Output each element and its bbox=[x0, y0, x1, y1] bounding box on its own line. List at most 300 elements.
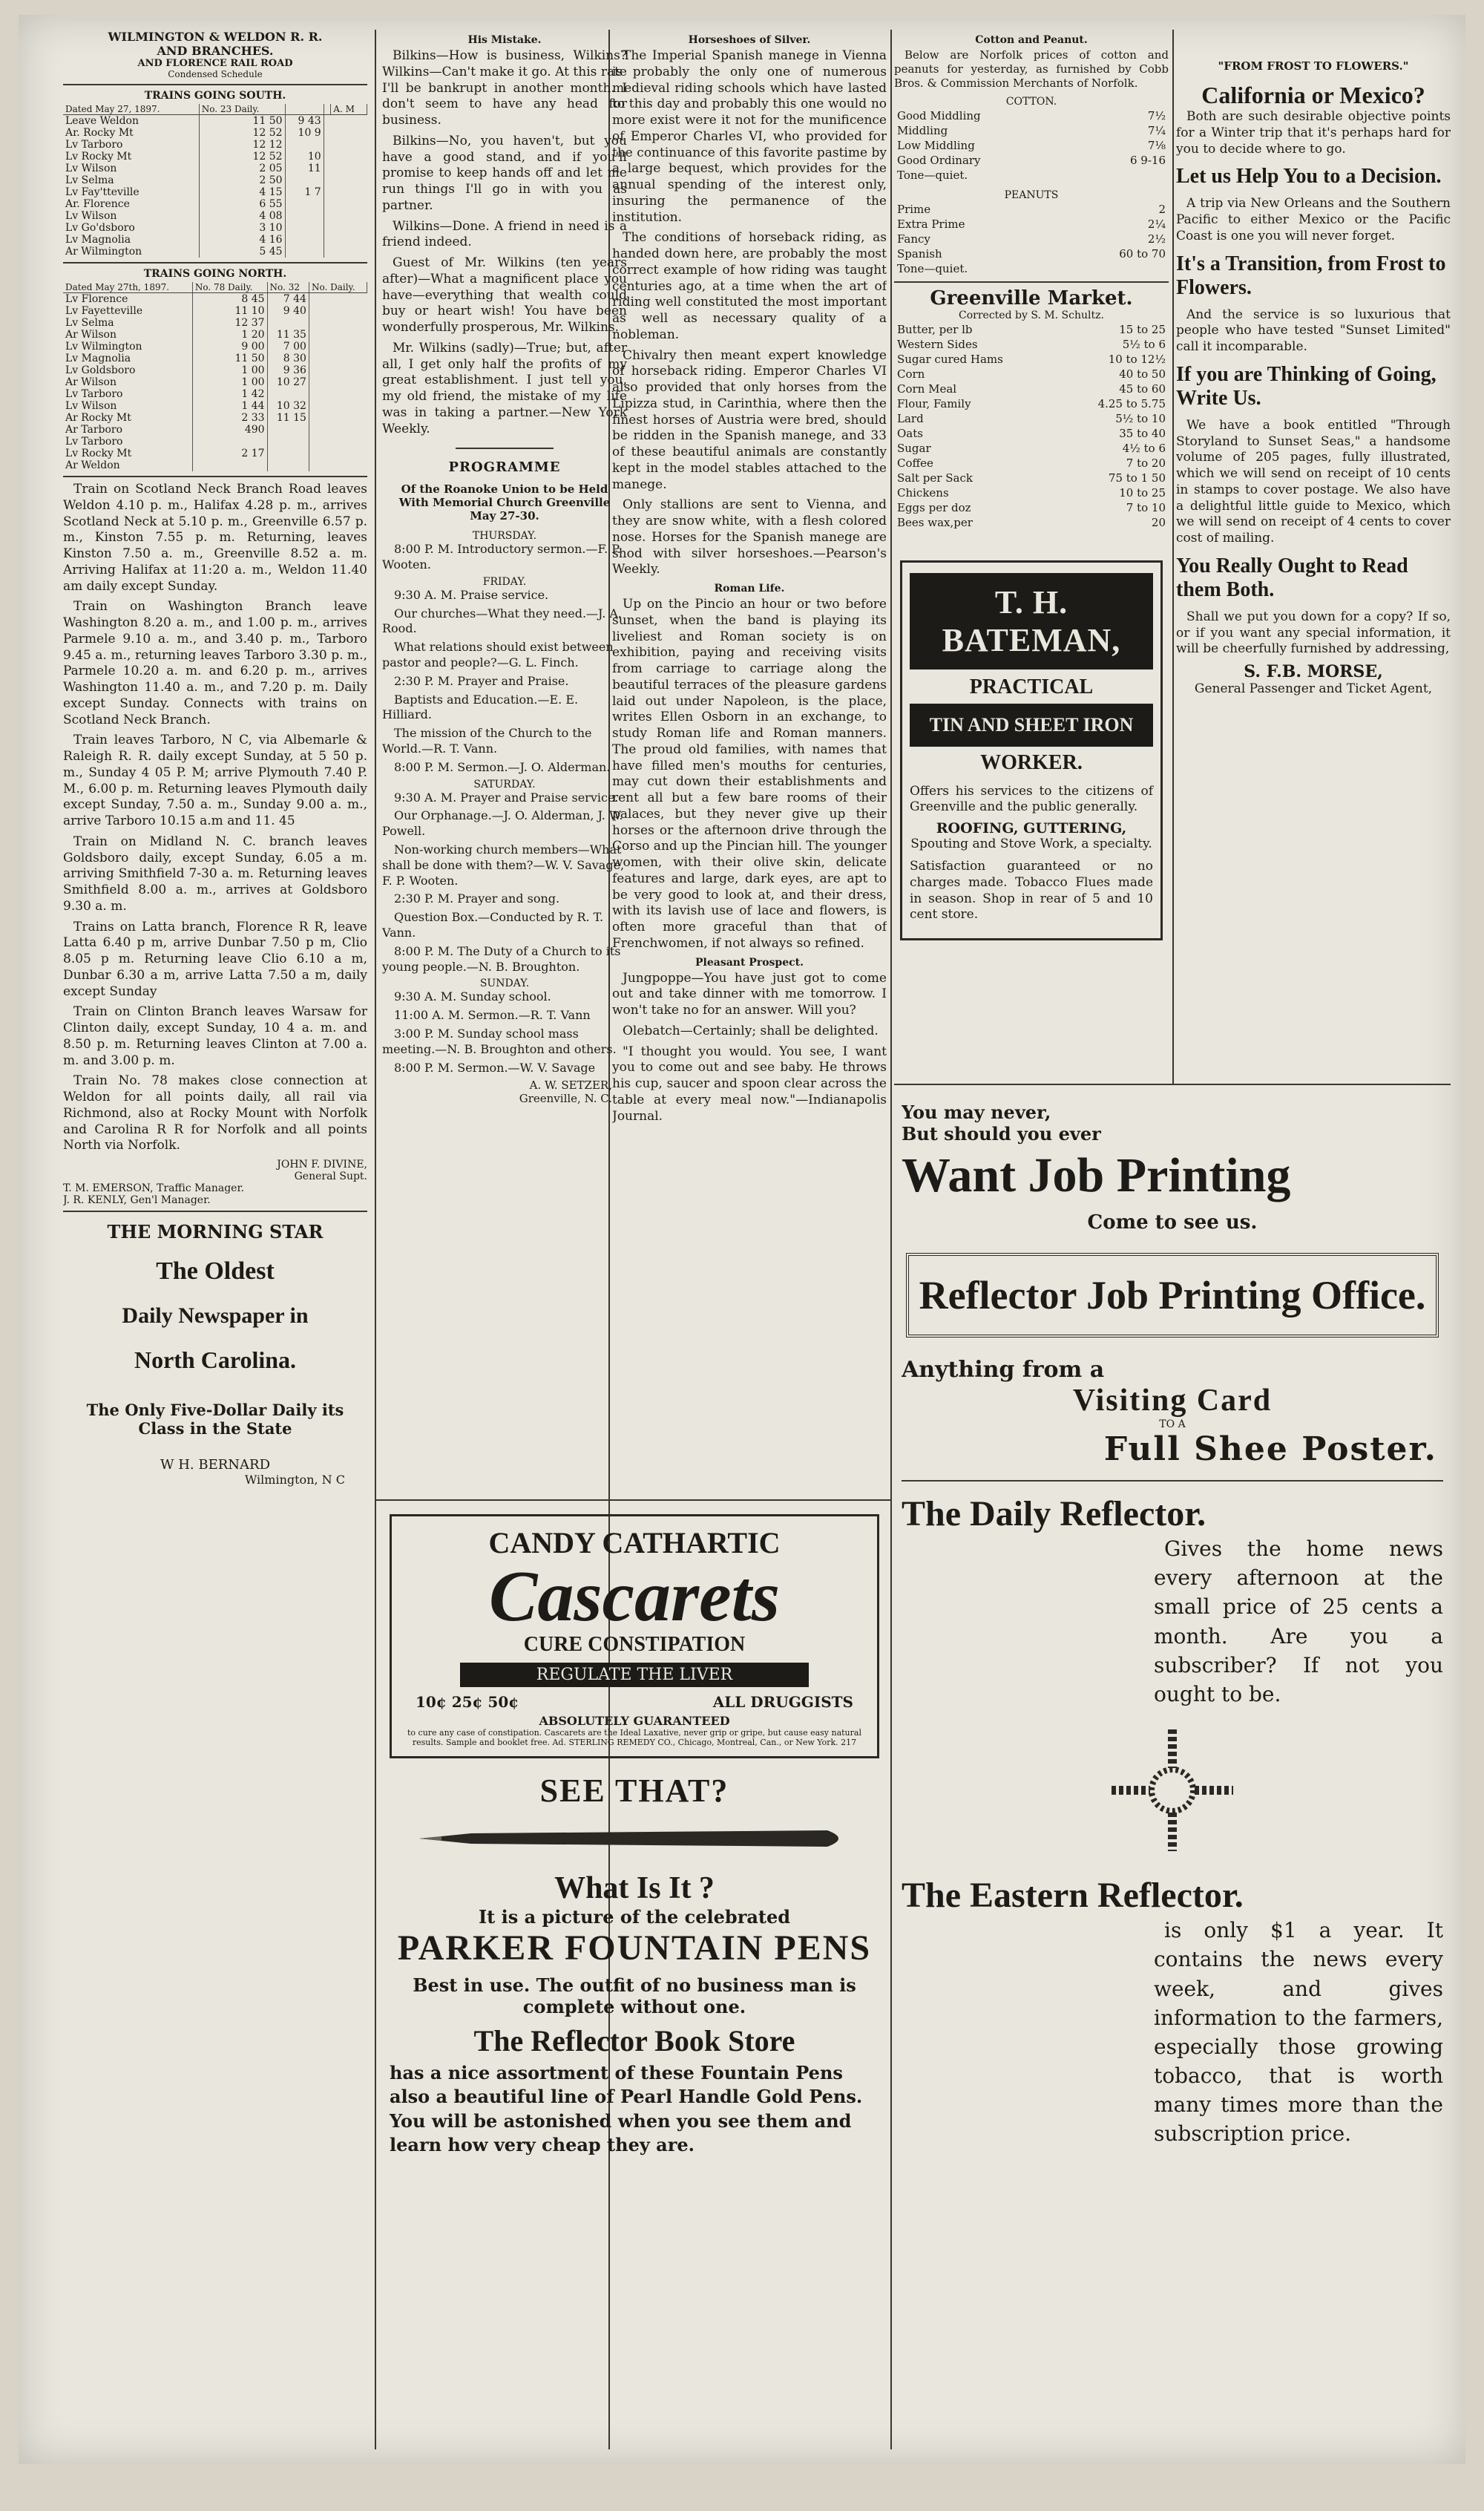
table-row bbox=[896, 109, 1167, 122]
table-cell: 2½ bbox=[1147, 232, 1166, 246]
table-row bbox=[896, 247, 1167, 261]
table-cell: 2 17 bbox=[192, 448, 267, 459]
table-cell: Oats bbox=[897, 426, 923, 440]
table-cell: 9 43 bbox=[285, 115, 324, 128]
programme-sub-line: With Memorial Church Greenville bbox=[398, 496, 611, 510]
peanut-table bbox=[894, 201, 1169, 277]
signer-name: A. W. SETZER, bbox=[529, 1078, 612, 1093]
table-row bbox=[896, 471, 1167, 485]
programme bbox=[382, 530, 627, 1105]
divider bbox=[375, 1499, 890, 1501]
table-row bbox=[896, 232, 1167, 246]
table-cell: 9 40 bbox=[267, 305, 309, 317]
market-title: Cotton and Peanut. bbox=[975, 34, 1088, 46]
table-row bbox=[896, 323, 1167, 336]
table-cell: Leave Weldon bbox=[63, 115, 199, 128]
cotton-table bbox=[894, 108, 1169, 183]
table-row bbox=[896, 486, 1167, 500]
table-cell: 7½ bbox=[1147, 108, 1166, 122]
railroad-column bbox=[63, 30, 367, 2449]
table-cell: 1 00 bbox=[192, 364, 267, 376]
table-cell bbox=[192, 436, 267, 448]
cascarets-druggists: ALL DRUGGISTS bbox=[712, 1693, 853, 1711]
branch-notice: Train leaves Tarboro, N C, via Albemarle & Raleigh R. R. daily except Sunday, at 5 50 p. m., Sunday 4 05 P. M; arrive Plymouth 7.40 P. M., 6.00 p. m. Returning leaves Plymouth daily except Sunday, 7.50 a. m., Sunday 9.00 a. m., arrive Tarboro 10.15 a.m and 11. 45 bbox=[63, 733, 367, 828]
officers bbox=[63, 1159, 367, 1206]
table-row bbox=[896, 338, 1167, 351]
table-cell: Chickens bbox=[897, 485, 949, 500]
bateman-ad bbox=[900, 560, 1163, 941]
eastern-title: The Eastern Reflector. bbox=[902, 1876, 1244, 1916]
morning-star-ad bbox=[63, 1221, 367, 1487]
mistake-paragraph: Wilkins—Done. A friend in need is a friend indeed. bbox=[382, 218, 627, 250]
cross-ornament-icon bbox=[1106, 1723, 1239, 1857]
table-cell: 35 to 40 bbox=[1119, 426, 1166, 440]
programme-item: 8:00 P. M. The Duty of a Church to its young people.—N. B. Broughton. bbox=[382, 943, 621, 974]
shall-text: Shall we put you down for a copy? If so, or if you want any special information, it will be cheerfully furnished by addressing, bbox=[1176, 609, 1451, 657]
table-cell: 10 9 bbox=[285, 127, 324, 139]
table-row bbox=[896, 262, 1167, 275]
morse-name: S. F.B. MORSE, bbox=[1244, 662, 1383, 681]
come-line: Come to see us. bbox=[1087, 1211, 1258, 1234]
roman-paragraph: Up on the Pincio an hour or two before sunset, when the band is playing its liveliest and Roman society is on exhibition, paying and receiving visits from carriage to carriage along the beautiful terraces of the pleasure gardens laid out under Napoleon, is the place, writes Ellen Osborn in an exchange, to study Roman life and Roman manners. The proud old families, with names that have filled men's mouths for centuries, may cut down their establishments and rent all but a few bare rooms of their palaces, but they never give up their horses or the afternoon drive through the Corso and up the Pincian hill. The younger women, with their olive skin, delicate features and large, dark eyes, are apt to be very good to look at, and their dress, with its lavish use of lace and flowers, is often more graceful than that of Frenchwomen, if not always so refined. bbox=[612, 597, 887, 951]
bateman-banner bbox=[910, 573, 1153, 670]
day-heading: THURSDAY. bbox=[472, 530, 537, 543]
divider bbox=[63, 1211, 367, 1212]
what-is-it: What Is It ? bbox=[554, 1871, 715, 1905]
table-cell: 7 to 20 bbox=[1126, 456, 1166, 470]
table-row bbox=[63, 198, 367, 210]
cascarets-cure: CURE CONSTIPATION bbox=[523, 1633, 746, 1656]
th-col bbox=[285, 104, 324, 115]
greenville-table bbox=[894, 321, 1169, 531]
pleasant-paragraph: "I thought you would. You see, I want you to come out and see baby. He throws his cup, saucer and spoon clear across the table at every meal now."—Indianapolis Journal. bbox=[612, 1044, 887, 1124]
branch-notice: Train on Clinton Branch leaves Warsaw for Clinton daily, except Sunday, 10 4 a. m. and 8.50 p. m. Returning leaves Clinton at 7.00 a. m. and 3.00 p. m. bbox=[63, 1004, 367, 1068]
table-row bbox=[63, 222, 367, 234]
table-cell: Lard bbox=[897, 411, 924, 425]
table-cell: Ar Tarboro bbox=[63, 424, 192, 436]
table-cell: Ar. Rocky Mt bbox=[63, 127, 199, 139]
daily-title: The Daily Reflector. bbox=[902, 1494, 1206, 1533]
table-cell: 40 to 50 bbox=[1119, 367, 1166, 381]
market-column bbox=[894, 30, 1169, 1084]
table-cell: Lv Goldsboro bbox=[63, 364, 192, 376]
table-cell: 2 05 bbox=[199, 163, 285, 174]
table-cell: Bees wax,per bbox=[897, 515, 973, 529]
table-cell: 7 44 bbox=[267, 293, 309, 306]
table-cell bbox=[1059, 262, 1168, 275]
book-store-heading: The Reflector Book Store bbox=[473, 2024, 795, 2057]
th-date: Dated May 27, 1897. bbox=[63, 104, 199, 115]
th-col: No. 78 Daily. bbox=[192, 282, 267, 293]
table-row bbox=[63, 388, 367, 400]
table-cell bbox=[267, 436, 309, 448]
book-store-body: has a nice assortment of these Fountain Pens also a beautiful line of Pearl Handle Gold Pens. You will be astonished when you see them and learn how very cheap they are. bbox=[390, 2062, 863, 2156]
cascarets-name: Cascarets bbox=[489, 1556, 780, 1637]
table-cell: 5½ to 10 bbox=[1115, 411, 1166, 425]
sunday-items bbox=[382, 989, 627, 1076]
table-cell: Ar Wilson bbox=[63, 329, 192, 341]
table-cell: Spanish bbox=[897, 246, 942, 261]
star-line: Daily Newspaper in bbox=[122, 1303, 309, 1328]
table-cell: 1 00 bbox=[192, 376, 267, 388]
table-cell: 10 to 12½ bbox=[1108, 352, 1166, 366]
table-cell: Corn Meal bbox=[897, 382, 957, 396]
divider bbox=[894, 281, 1169, 283]
programme-item: 9:30 A. M. Prayer and Praise service. bbox=[394, 790, 619, 805]
programme-item: 9:30 A. M. Praise service. bbox=[394, 587, 549, 602]
north-timetable bbox=[63, 282, 367, 471]
programme-sub-line: May 27-30. bbox=[470, 509, 539, 523]
bateman-line: TIN AND SHEET IRON bbox=[910, 704, 1153, 747]
divider bbox=[63, 262, 367, 263]
programme-item: 8:00 P. M. Sermon.—W. V. Savage bbox=[394, 1060, 596, 1075]
table-cell: Ar. Florence bbox=[63, 198, 199, 210]
table-row bbox=[896, 397, 1167, 410]
table-cell: 10 to 25 bbox=[1119, 485, 1166, 500]
pleasant-story bbox=[612, 971, 887, 1125]
column-rule bbox=[890, 30, 892, 2449]
table-cell: 12 52 bbox=[199, 127, 285, 139]
table-cell: 1 42 bbox=[192, 388, 267, 400]
table-cell: Coffee bbox=[897, 456, 933, 470]
table-cell: Lv Wilson bbox=[63, 400, 192, 412]
mistake-paragraph: Bilkins—How is business, Wilkins? Wilkins—Can't make it go. At this rate I'll be bankrupt in another month. I don't seem to have any head for business. bbox=[382, 48, 627, 128]
star-sig: Wilmington, N C bbox=[244, 1473, 345, 1487]
table-cell: 6 9-16 bbox=[1129, 153, 1166, 167]
transition-heading: It's a Transition, from Frost to Flowers. bbox=[1176, 252, 1446, 299]
horseshoe-paragraph: Chivalry then meant expert knowledge of horseback riding. Emperor Charles VI also provided that only horses from the Lipizza stud, in Carinthia, where then the finest horses of Austria were bred, should be ridden in the Spanish manege, and 33 of these beautiful animals are constantly kept in the model stables attached to the manege. bbox=[612, 347, 887, 492]
table-row bbox=[896, 501, 1167, 514]
timetable-head bbox=[63, 282, 367, 293]
picture-line: It is a picture of the celebrated bbox=[478, 1906, 791, 1928]
service-text: And the service is so luxurious that people who have tested "Sunset Limited" call it incomparable. bbox=[1176, 307, 1451, 354]
th-date: Dated May 27th, 1897. bbox=[63, 282, 192, 293]
table-cell bbox=[285, 174, 324, 186]
table-cell: Lv Selma bbox=[63, 317, 192, 329]
pleasant-paragraph: Jungpoppe—You have just got to come out and take dinner with me tomorrow. I won't take no for an answer. Will you? bbox=[612, 970, 887, 1018]
table-row bbox=[63, 246, 367, 258]
table-cell: 11 15 bbox=[267, 412, 309, 424]
column-rule bbox=[1172, 30, 1174, 1084]
table-cell: 60 to 70 bbox=[1119, 246, 1166, 261]
fountain-pen-icon bbox=[412, 1820, 857, 1857]
poster-line: Full Shee Poster. bbox=[1103, 1430, 1437, 1468]
friday-items bbox=[382, 588, 627, 776]
table-row bbox=[63, 115, 367, 128]
programme-item: 8:00 P. M. Sermon.—J. O. Alderman. bbox=[394, 759, 611, 774]
frost-line: "FROM FROST TO FLOWERS." bbox=[1218, 59, 1409, 73]
peanut-heading: PEANUTS bbox=[1004, 189, 1059, 201]
table-cell bbox=[285, 234, 324, 246]
greenville-title: Greenville Market. bbox=[930, 287, 1133, 310]
th-col bbox=[324, 104, 331, 115]
saturday-items bbox=[382, 790, 627, 975]
office-box bbox=[906, 1253, 1439, 1338]
table-cell: 11 35 bbox=[267, 329, 309, 341]
table-row bbox=[896, 203, 1167, 216]
table-cell: Lv Wilson bbox=[63, 210, 199, 222]
ought-heading: You Really Ought to Read them Both. bbox=[1176, 554, 1408, 601]
table-cell: 4 16 bbox=[199, 234, 285, 246]
mistake-story bbox=[382, 48, 627, 437]
never-line: But should you ever bbox=[902, 1123, 1101, 1145]
divider bbox=[63, 476, 367, 477]
office-heading: Reflector Job Printing Office. bbox=[919, 1273, 1426, 1317]
table-row bbox=[63, 163, 367, 174]
table-row bbox=[63, 364, 367, 376]
mistake-title: His Mistake. bbox=[467, 34, 542, 46]
table-row bbox=[63, 210, 367, 222]
table-cell bbox=[285, 198, 324, 210]
day-heading: SUNDAY. bbox=[479, 978, 530, 990]
table-cell: Lv Magnolia bbox=[63, 234, 199, 246]
visiting-card: Visiting Card bbox=[1072, 1384, 1273, 1418]
best-line: Best in use. The outfit of no business man is complete without one. bbox=[413, 1974, 856, 2017]
table-cell: 5½ to 6 bbox=[1122, 337, 1166, 351]
table-row bbox=[896, 353, 1167, 366]
table-cell bbox=[285, 246, 324, 258]
programme-sub-line: Of the Roanoke Union to be Held bbox=[401, 482, 608, 497]
newspaper-page bbox=[19, 15, 1465, 2464]
divider bbox=[902, 1480, 1443, 1482]
book-text: We have a book entitled "Through Storyland to Sunset Seas," a handsome volume of 205 pages, fully illustrated, which we will send on receipt of 10 cents in stamps to cover postage. We also have a delightful little guide to Mexico, which we will send on receipt of 4 cents to cover cost of mailing. bbox=[1176, 417, 1451, 546]
table-cell: 7¼ bbox=[1147, 123, 1166, 137]
table-cell: Flour, Family bbox=[897, 396, 971, 410]
table-cell: Sugar bbox=[897, 441, 931, 455]
table-cell: Ar Wilmington bbox=[63, 246, 199, 258]
both-text: Both are such desirable objective points for a Winter trip that it's perhaps hard for you to decide where to go. bbox=[1176, 109, 1451, 157]
pen-illustration bbox=[382, 1820, 887, 1860]
table-row bbox=[896, 456, 1167, 470]
table-cell: 4 15 bbox=[199, 186, 285, 198]
programme-item: Our churches—What they need.—J. A. Rood. bbox=[382, 606, 623, 636]
table-row bbox=[63, 305, 367, 317]
table-row bbox=[63, 353, 367, 364]
cascarets-fine: to cure any case of constipation. Cascarets are the Ideal Laxative, never grip or gripe, but cause easy natural results. Sample and booklet free. Ad. STERLING REMEDY CO., Chicago, Montreal, Can., or New York. 217 bbox=[407, 1728, 861, 1747]
table-row bbox=[896, 139, 1167, 152]
table-row bbox=[896, 516, 1167, 529]
trip-text: A trip via New Orleans and the Southern Pacific to either Mexico or the Pacific Coast is one you will never forget. bbox=[1176, 196, 1451, 243]
railroad-branches: AND BRANCHES. bbox=[157, 44, 274, 58]
table-cell: Good Middling bbox=[897, 108, 981, 122]
morse-title: General Passenger and Ticket Agent, bbox=[1194, 681, 1433, 696]
table-row bbox=[896, 442, 1167, 455]
day-heading: SATURDAY. bbox=[473, 778, 536, 790]
programme-item: 3:00 P. M. Sunday school mass meeting.—N. B. Broughton and others. bbox=[382, 1026, 617, 1056]
table-cell: 75 to 1 50 bbox=[1108, 471, 1166, 485]
th-col: No. Daily. bbox=[309, 282, 367, 293]
programme-item: Non-working church members—What shall be done with them?—W. V. Savage, F. P. Wooten. bbox=[382, 842, 625, 888]
table-cell: Fancy bbox=[897, 232, 930, 246]
table-row bbox=[896, 217, 1167, 231]
table-cell: Lv Selma bbox=[63, 174, 199, 186]
table-cell: 2¼ bbox=[1147, 217, 1166, 231]
table-row bbox=[896, 124, 1167, 137]
table-cell: Sugar cured Hams bbox=[897, 352, 1003, 366]
pleasant-paragraph: Olebatch—Certainly; shall be delighted. bbox=[623, 1023, 879, 1038]
cascarets-guarantee: ABSOLUTELY GUARANTEED bbox=[539, 1714, 730, 1728]
table-row bbox=[896, 382, 1167, 396]
table-row bbox=[63, 459, 367, 471]
south-title: TRAINS GOING SOUTH. bbox=[144, 90, 286, 102]
table-row bbox=[63, 234, 367, 246]
table-cell: 12 52 bbox=[199, 151, 285, 163]
table-cell: 7⅛ bbox=[1147, 138, 1166, 152]
to-a: TO A bbox=[1159, 1418, 1186, 1430]
table-cell: 9 00 bbox=[192, 341, 267, 353]
table-cell: Butter, per lb bbox=[897, 322, 973, 336]
divider bbox=[456, 448, 554, 449]
table-cell: Low Middling bbox=[897, 138, 975, 152]
table-cell: 4½ to 6 bbox=[1122, 441, 1166, 455]
california-heading: California or Mexico? bbox=[1201, 82, 1425, 108]
horseshoe-paragraph: The Imperial Spanish manege in Vienna is probably the only one of numerous medieval riding schools which have lasted to this day and probably this one would no more exist were it not for the munificence of Emperor Charles VI, who provided for the continuance of this favorite pastime by a large bequest, which provides for the annual spending of the interest only, insuring the permanence of the institution. bbox=[612, 48, 887, 225]
programme-sub bbox=[382, 482, 627, 523]
table-cell: 10 32 bbox=[267, 400, 309, 412]
table-cell: Tone—quiet. bbox=[897, 168, 968, 182]
table-cell: 11 10 bbox=[192, 305, 267, 317]
horseshoe-story bbox=[612, 48, 887, 578]
programme-item: The mission of the Church to the World.—R. T. Vann. bbox=[382, 726, 592, 756]
table-cell bbox=[267, 317, 309, 329]
mistake-paragraph: Guest of Mr. Wilkins (ten years after)—What a magnificent place you have—everything that wealth could buy or heart wish! You have been wonderfully prosperous, Mr. Wilkins. bbox=[382, 255, 627, 335]
roman-story bbox=[612, 597, 887, 952]
table-row bbox=[63, 127, 367, 139]
programme-item: Our Orphanage.—J. O. Alderman, J. W. Powell. bbox=[382, 808, 623, 839]
railroad-title bbox=[63, 30, 367, 79]
thinking-heading: If you are Thinking of Going, Write Us. bbox=[1176, 362, 1437, 410]
signer-place: Greenville, N. C. bbox=[519, 1092, 612, 1106]
table-row bbox=[63, 293, 367, 306]
table-cell: 6 55 bbox=[199, 198, 285, 210]
table-cell: 2 bbox=[1158, 202, 1166, 216]
programme-item: 11:00 A. M. Sermon.—R. T. Vann bbox=[394, 1008, 591, 1023]
table-cell: Lv Go'dsboro bbox=[63, 222, 199, 234]
table-cell bbox=[285, 139, 324, 151]
ornament bbox=[902, 1723, 1443, 1860]
south-timetable bbox=[63, 104, 367, 258]
table-cell: Prime bbox=[897, 202, 931, 216]
table-cell: Corn bbox=[897, 367, 925, 381]
table-cell bbox=[267, 388, 309, 400]
table-row bbox=[63, 448, 367, 459]
horseshoe-title: Horseshoes of Silver. bbox=[688, 34, 811, 46]
table-row bbox=[896, 168, 1167, 182]
anything-line: Anything from a bbox=[902, 1357, 1105, 1383]
table-row bbox=[63, 317, 367, 329]
table-cell: 2 33 bbox=[192, 412, 267, 424]
timetable-head bbox=[63, 104, 367, 115]
table-cell: Salt per Sack bbox=[897, 471, 973, 485]
officer: T. M. EMERSON, Traffic Manager. bbox=[63, 1182, 245, 1194]
programme-item: 9:30 A. M. Sunday school. bbox=[394, 989, 551, 1004]
greenville-sub: Corrected by S. M. Schultz. bbox=[959, 309, 1104, 321]
table-row bbox=[896, 154, 1167, 167]
table-cell: 8 45 bbox=[192, 293, 267, 306]
bateman-line: PRACTICAL bbox=[969, 675, 1094, 698]
eastern-body: is only $1 a year. It contains the news every week, and gives information to the farmers, especially those growing tobacco, that is worth many times more than the subscription price. bbox=[1154, 1918, 1443, 2147]
star-title: THE MORNING STAR bbox=[107, 1221, 324, 1243]
table-cell: 2 50 bbox=[199, 174, 285, 186]
cotton-heading: COTTON. bbox=[1005, 95, 1057, 108]
star-line: The Oldest bbox=[156, 1257, 275, 1285]
table-cell: 4.25 to 5.75 bbox=[1097, 396, 1166, 410]
market-intro: Below are Norfolk prices of cotton and peanuts for yesterday, as furnished by Cobb Bros. & Commission Merchants of Norfolk. bbox=[894, 48, 1169, 91]
branch-notice: Train on Midland N. C. branch leaves Goldsboro daily, except Sunday, 6.05 a m. arriving Smithfield 7-30 a. m. Returning leaves Smithfield 8.00 a. m., arrives at Goldsboro 9.30 a. m. bbox=[63, 834, 367, 914]
table-cell: Lv Tarboro bbox=[63, 388, 192, 400]
officer: General Supt. bbox=[294, 1171, 367, 1182]
table-cell bbox=[267, 424, 309, 436]
southern-pacific-column bbox=[1176, 30, 1451, 1084]
table-cell: Good Ordinary bbox=[897, 153, 981, 167]
table-cell: Eggs per doz bbox=[897, 500, 971, 514]
table-cell: Tone—quiet. bbox=[897, 261, 968, 275]
table-row bbox=[63, 329, 367, 341]
table-cell: Lv Wilson bbox=[63, 163, 199, 174]
bateman-line: Spouting and Stove Work, a specialty. bbox=[910, 837, 1152, 852]
table-cell: 11 bbox=[285, 163, 324, 174]
table-row bbox=[63, 186, 367, 198]
table-cell: 20 bbox=[1151, 515, 1166, 529]
pleasant-title: Pleasant Prospect. bbox=[695, 956, 804, 969]
mistake-paragraph: Mr. Wilkins (sadly)—True; but, after all, I get only half the profits of my great establishment. I just tell you, my old friend, the mistake of my life was in taking a partner.—New York Weekly. bbox=[382, 340, 627, 436]
table-cell: 11 50 bbox=[199, 115, 285, 128]
table-cell: 12 37 bbox=[192, 317, 267, 329]
th-col: No. 32 bbox=[267, 282, 309, 293]
table-row bbox=[63, 424, 367, 436]
programme-item: 8:00 P. M. Introductory sermon.—F. P. Wooten. bbox=[382, 542, 621, 572]
table-cell: Ar Wilson bbox=[63, 376, 192, 388]
programme-item: What relations should exist between pastor and people?—G. L. Finch. bbox=[382, 640, 614, 670]
cascarets-price: 10¢ 25¢ 50¢ bbox=[416, 1693, 519, 1711]
table-cell: Lv Florence bbox=[63, 293, 192, 306]
table-row bbox=[63, 174, 367, 186]
table-cell: 10 bbox=[285, 151, 324, 163]
programme-title: PROGRAMME bbox=[448, 459, 561, 476]
table-row bbox=[63, 412, 367, 424]
programme-item: Question Box.—Conducted by R. T. Vann. bbox=[382, 910, 604, 940]
table-row bbox=[63, 341, 367, 353]
table-cell: 10 27 bbox=[267, 376, 309, 388]
table-cell: Lv Fayetteville bbox=[63, 305, 192, 317]
see-that: SEE THAT? bbox=[539, 1772, 729, 1809]
bateman-line: ROOFING, GUTTERING, bbox=[936, 820, 1127, 837]
parker-heading: PARKER FOUNTAIN PENS bbox=[397, 1928, 872, 1968]
star-sig: W H. BERNARD bbox=[160, 1457, 271, 1473]
table-cell: Ar Rocky Mt bbox=[63, 412, 192, 424]
table-cell: Lv Rocky Mt bbox=[63, 151, 199, 163]
table-row bbox=[63, 376, 367, 388]
table-cell: Lv Tarboro bbox=[63, 139, 199, 151]
table-cell: Middling bbox=[897, 123, 948, 137]
table-cell bbox=[192, 459, 267, 471]
table-cell: 11 50 bbox=[192, 353, 267, 364]
table-cell bbox=[285, 222, 324, 234]
printing-ads bbox=[902, 1091, 1443, 2442]
programme-item: 2:30 P. M. Prayer and song. bbox=[394, 891, 560, 906]
branch-notice: Trains on Latta branch, Florence R R, leave Latta 6.40 p m, arrive Dunbar 7.50 p m, Clio 8.05 p m. Returning leave Clio 6.10 a m, Dunbar 6.30 a m, arrive Latta 7.50 a m, daily except Sunday bbox=[63, 919, 367, 999]
lower-center-ads bbox=[382, 1514, 887, 2442]
railroad-name: WILMINGTON & WELDON R. R. bbox=[108, 30, 323, 44]
branch-notices bbox=[63, 482, 367, 1154]
officer: J. R. KENLY, Gen'l Manager. bbox=[63, 1194, 211, 1206]
table-row bbox=[63, 436, 367, 448]
help-heading: Let us Help You to a Decision. bbox=[1176, 165, 1442, 189]
table-cell: Extra Prime bbox=[897, 217, 965, 231]
table-cell: Lv Magnolia bbox=[63, 353, 192, 364]
table-cell bbox=[267, 459, 309, 471]
table-cell bbox=[1084, 168, 1167, 182]
